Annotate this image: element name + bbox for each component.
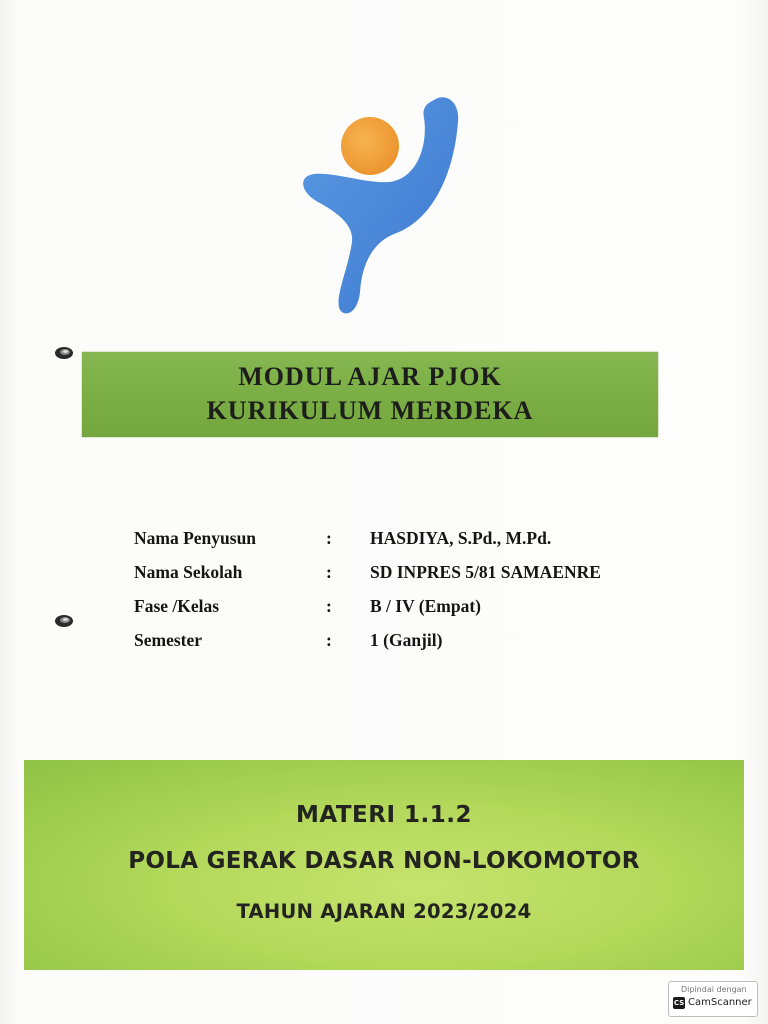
info-value: B / IV (Empat) [370, 596, 482, 616]
title-line-module: MODUL AJAR PJOK [238, 362, 502, 391]
info-row-phase-class [134, 596, 674, 630]
material-banner [24, 760, 744, 970]
scanner-app-name: CamScanner [688, 997, 752, 1008]
material-title: POLA GERAK DASAR NON-LOKOMOTOR [128, 848, 640, 874]
title-banner [82, 352, 658, 437]
info-colon: : [326, 528, 332, 548]
camscanner-icon: CS [673, 999, 685, 1007]
info-label: Nama Penyusun [134, 528, 257, 548]
info-label: Semester [134, 630, 203, 650]
info-colon: : [326, 562, 332, 582]
info-value: SD INPRES 5/81 SAMAENRE [370, 562, 601, 582]
camscanner-badge [668, 981, 758, 1017]
info-label: Nama Sekolah [134, 562, 243, 582]
info-value: 1 (Ganjil) [370, 630, 443, 650]
scanner-caption: Dipindai dengan [681, 985, 747, 994]
info-colon: : [326, 630, 332, 650]
punch-hole-icon [52, 344, 74, 360]
info-row-school [134, 562, 674, 596]
info-colon: : [326, 596, 332, 616]
punch-hole-icon [52, 612, 74, 628]
info-value: HASDIYA, S.Pd., M.Pd. [370, 528, 552, 548]
kurikulum-merdeka-logo [296, 92, 462, 318]
academic-year: TAHUN AJARAN 2023/2024 [236, 900, 532, 923]
material-code: MATERI 1.1.2 [295, 802, 473, 828]
info-row-author [134, 528, 674, 562]
title-line-curriculum: KURIKULUM MERDEKA [206, 396, 534, 425]
author-info-table [134, 528, 674, 664]
info-row-semester [134, 630, 674, 664]
info-label: Fase /Kelas [134, 596, 220, 616]
